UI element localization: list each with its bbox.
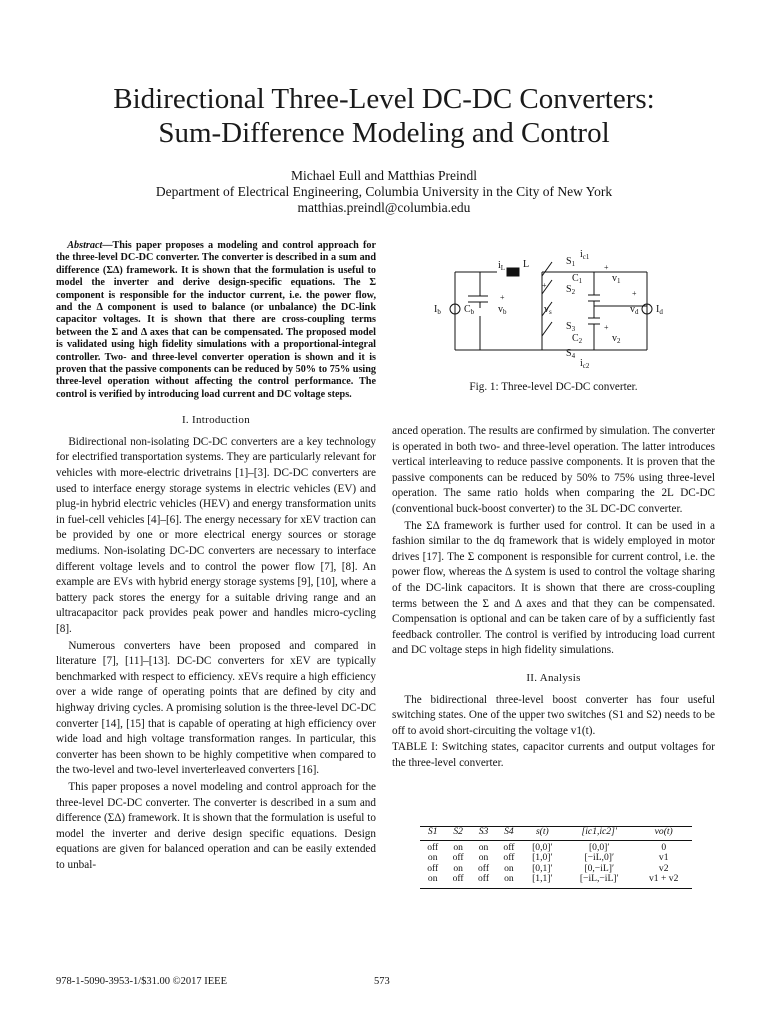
table-header: vo(t): [654, 826, 673, 837]
figure-caption: Fig. 1: Three-level DC-DC converter.: [469, 381, 638, 393]
label-vd: $v_d$: [630, 304, 639, 316]
table-cell: off: [503, 841, 515, 853]
switching-states-table: [420, 826, 692, 889]
author-block: [0, 168, 768, 216]
table-cell: v1 + v2: [649, 873, 679, 884]
label-ic1: $i_{c1}$: [580, 249, 590, 261]
affiliation: Department of Electrical Engineering, Columbia University in the City of New York: [155, 184, 613, 199]
intro-paragraph-5: The ΣΔ framework is further used for control. It can be used in a fashion similar to the dq framework that is widely employed in motor drives [17]. The Σ component is responsible for current control, i.e. the power flow, whereas the Δ system is used to control the voltage sharing of the DC-link capacitors. It is shown that there are cross-coupling terms between the Σ and Δ axes and that they can be compensated. Compensation is optional and can be taken care of by a sufficiently fast feedback controller. The control is verified by introducing load current and DC voltage steps in high fidelity simulations.: [392, 519, 715, 657]
label-c2: $C_2$: [572, 333, 583, 345]
paper-title: [0, 82, 768, 150]
table-caption: TABLE I: Switching states, capacitor currents and output voltages for the three-level converter.: [392, 741, 715, 769]
intro-paragraph-2: Numerous converters have been proposed and compared in literature [7], [11]–[13]. DC-DC converters for xEV are typically benchmarked with respect to efficiency. xEVs require a high efficiency over a wide range of operating points that are defined by city and highway driving cycles. A promising solution is the three-level DC-DC converter [14], [15] that is capable of operating at high efficiency over wide load and high voltage transformation ranges. In particular, this converter has been shown to be highly competitive when compared to the two-level and two-level inverterleaved converters [16].: [56, 639, 376, 777]
table-cell: [0,1]′: [532, 862, 553, 874]
label-c1: $C_1$: [572, 273, 583, 285]
intro-paragraph-1: Bidirectional non-isolating DC-DC converters are a key technology for electrified transportation systems. They are particularly relevant for vehicles with more-electric drivetrains [1]–[3]. DC-DC converters are used to interface energy storage systems in electric vehicles (EV) and plug-in hybrid electric vehicles (HEV) and energy transformation units in fuel-cell vehicles [4]–[6]. The energy necessary for xEV traction can be provided by one or more electrical energy sources or storage mediums. Non-isolating DC-DC converters are necessary to interface different voltage levels and to control the power flow [7], [8]. An example are EVs with hybrid energy storage systems [9], [10], where a battery pack stores the energy for a suitable driving range and an ultracapacitor pack provides peak power and handles micro-cycling [8].: [56, 435, 376, 635]
right-column: [392, 424, 715, 771]
plus-vd: +: [632, 289, 637, 298]
table-row: [420, 853, 692, 864]
footer-isbn: 978-1-5090-3953-1/$31.00 ©2017 IEEE: [56, 976, 227, 987]
table-header: S1: [427, 826, 438, 837]
table-cell: off: [478, 873, 490, 884]
label-v1: $v_1$: [612, 273, 621, 285]
label-inductor: L: [523, 259, 530, 270]
table-cell: on: [478, 841, 489, 853]
circuit-figure: [392, 240, 715, 420]
label-s4: $S_4$: [566, 348, 576, 360]
table-cell: [1,0]′: [532, 852, 553, 863]
section-heading-analysis: II. Analysis: [526, 671, 581, 684]
table-cell: [0,0]′: [532, 841, 553, 853]
label-il: $i_L$: [498, 260, 506, 272]
table-cell: off: [427, 862, 439, 874]
table-cell: [−iL,−iL]′: [579, 873, 619, 884]
table-cell: on: [504, 862, 514, 874]
table-header: S3: [478, 826, 489, 837]
table-cell: off: [452, 852, 464, 863]
abstract-text: —This paper proposes a modeling and control approach for the three-level DC-DC converter. The converter is described in a sum and difference (ΣΔ) framework. It is shown that the formulation is useful to model the inverter and derive design-specific equations. The Σ component is responsible for the inductor current, i.e. the power flow, and the Δ component is used to balance (or unbalance) the DC-link capacitor voltages. It is shown that there are cross-coupling terms between the Σ and Δ axes that can be compensated. The proposed model is validated using high fidelity simulations with a proportional-integral controller. Two- and three-level converter operation is shown and it is proven that the passive components can be reduced by 50% to 75% using three-level operation without affecting the control performance. The control is verified by introducing load current and DC voltage steps.: [56, 240, 376, 400]
table-cell: [0,0]′: [588, 841, 610, 853]
label-id: $I_d$: [656, 304, 663, 316]
label-ib: $I_b$: [434, 304, 441, 316]
table-row: [420, 874, 692, 888]
table-header: S4: [504, 826, 514, 837]
label-v2: $v_2$: [612, 333, 621, 345]
title-line-1: Bidirectional Three-Level DC-DC Converters:: [113, 83, 655, 115]
table-cell: on: [427, 873, 438, 884]
abstract: [56, 240, 376, 401]
table-cell: off: [427, 841, 439, 853]
table-cell: v2: [658, 862, 669, 874]
table-cell: on: [427, 852, 438, 863]
table-cell: v1: [658, 852, 669, 863]
author-names: Michael Eull and Matthias Preindl: [291, 168, 477, 183]
abstract-label: Abstract: [67, 240, 103, 251]
label-s1: $S_1$: [566, 256, 576, 268]
plus-v1: +: [604, 263, 609, 272]
table-header-row: [420, 827, 692, 841]
label-cb: $C_b$: [464, 304, 475, 316]
table-cell: off: [478, 862, 490, 874]
label-ic2: $i_{c2}$: [580, 358, 590, 370]
table-header: S2: [453, 826, 463, 837]
title-line-2: Sum-Difference Modeling and Control: [158, 117, 610, 149]
label-vs: $v_s$: [544, 304, 552, 316]
table-cell: [−iL,0]′: [584, 852, 615, 863]
plus-vs: +: [542, 281, 547, 290]
intro-paragraph-3: This paper proposes a novel modeling and control approach for the three-level DC-DC converter. The converter is described in a sum and difference (ΣΔ) framework. It is shown that the formulation is useful to model the inverter and derive design specific equations. Design equations are given for balanced operation and can be easily extended to unbal-: [56, 780, 376, 871]
label-s2: $S_2$: [566, 284, 576, 296]
table-cell: [1,1]′: [532, 873, 553, 884]
table-cell: on: [478, 852, 489, 863]
label-s3: $S_3$: [566, 321, 576, 333]
converter-schematic: [392, 240, 715, 380]
table-header: [ic1,ic2]′: [581, 826, 617, 837]
section-heading-introduction: I. Introduction: [181, 414, 251, 427]
intro-paragraph-4: anced operation. The results are confirmed by simulation. The converter is operated in both two- and three-level operation. The latter introduces vertical interleaving to reduce passive components. It is proven that the passive components can be reduced by 50% to 75% using three-level operation. The same ratio holds when comparing the 2L DC-DC (conventional buck-boost converter) to the 3L DC-DC converter.: [392, 425, 715, 515]
table-cell: off: [503, 852, 515, 863]
table-cell: on: [453, 841, 463, 853]
table-cell: [0,−iL]′: [584, 862, 615, 874]
plus-v2: +: [604, 323, 609, 332]
table-cell: on: [504, 873, 514, 884]
page-number: 573: [374, 976, 390, 987]
analysis-paragraph-1: The bidirectional three-level boost converter has four useful switching states. One of the upper two switches (S1 and S2) needs to be off to avoid short-circuiting the voltage v1(t).: [392, 693, 715, 737]
table-cell: 0: [661, 841, 667, 853]
table-header: s(t): [535, 826, 549, 837]
table-cell: off: [452, 873, 464, 884]
email: matthias.preindl@columbia.edu: [297, 200, 471, 215]
label-vb: $v_b$: [498, 304, 507, 316]
left-column: [56, 240, 376, 874]
table-cell: on: [453, 862, 463, 874]
plus-vb: +: [500, 293, 505, 302]
